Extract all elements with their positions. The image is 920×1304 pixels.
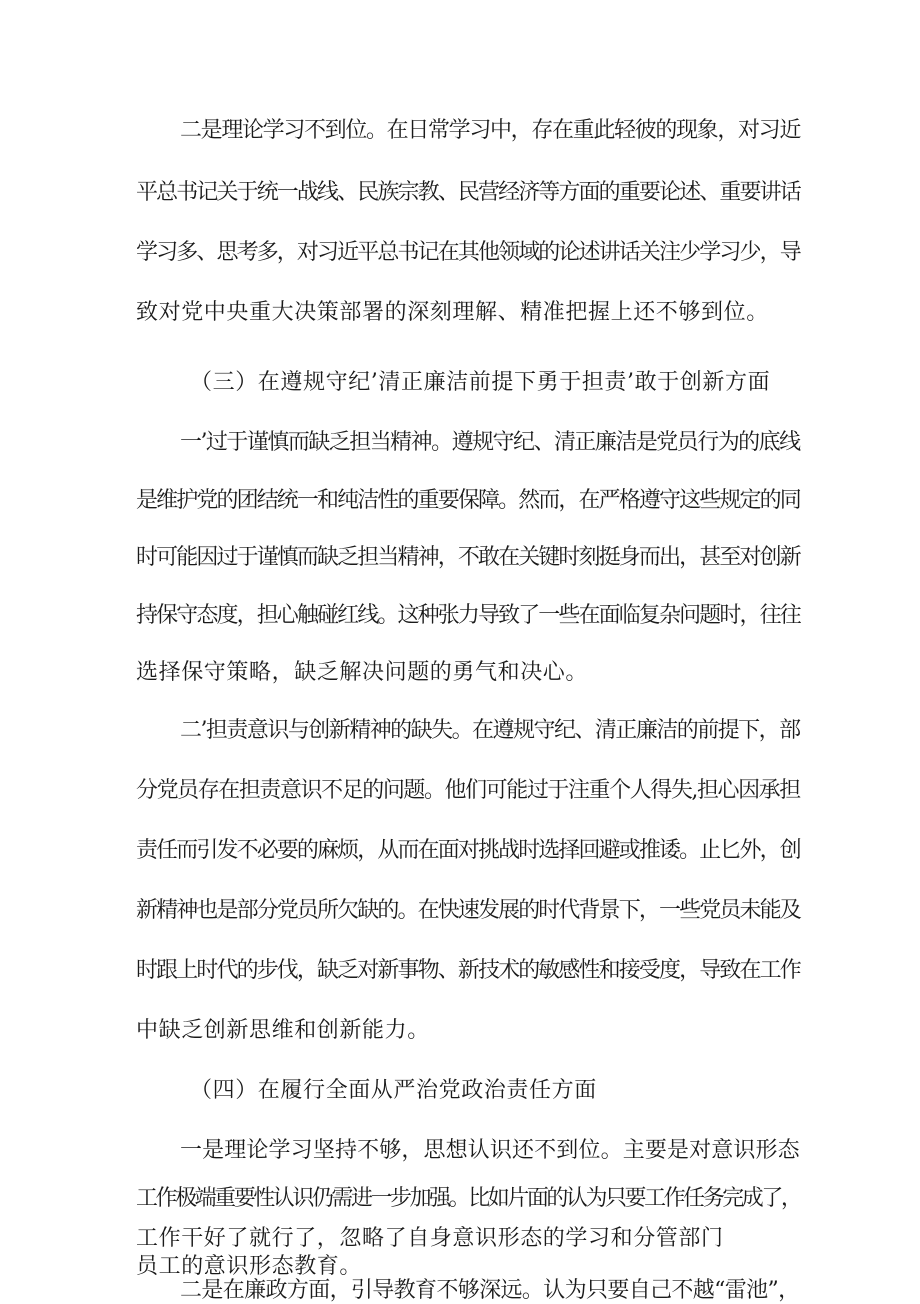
text-line: 员工的意识形态教育。 (136, 1254, 363, 1279)
text-line: 新精神也是部分党员所欠缺的。在快速发展的时代背景下，一些党员未能及 (136, 898, 800, 923)
text-line: 分党员存在担责意识不足的问题。他们可能过于注重个人得失,担心因承担 (136, 778, 800, 803)
text-line: 平总书记关于统一战线、民族宗教、民营经济等方面的重要论述、重要讲话 (136, 180, 800, 205)
text-line: 工作极端重要性认识仍需进一步加强。比如片面的认为只要工作任务完成了， (136, 1186, 801, 1211)
text-line: 选择保守策略，缺乏解决问题的勇气和决心。 (136, 660, 589, 685)
text-line: 二’担责意识与创新精神的缺失。在遵规守纪、清正廉洁的前提下，部 (180, 718, 800, 743)
text-line: 二是理论学习不到位。在日常学习中，存在重此轻彼的现象，对习近 (180, 118, 801, 143)
section-heading: （四）在履行全面从严治党政治责任方面 (190, 1078, 597, 1103)
text-line: 是维护党的团结统一和纯洁性的重要保障。然而，在严格遵守这些规定的同 (136, 488, 800, 513)
text-line: 责任而引发不必要的麻烦，从而在面对挑战时选择回避或推诿。止匕外，创 (136, 838, 800, 863)
text-line: 时跟上时代的步伐，缺乏对新事物、新技术的敏感性和接受度，导致在工作 (136, 958, 800, 983)
section-heading: （三）在遵规守纪’清正廉洁前提下勇于担责’敢于创新方面 (190, 370, 771, 395)
text-line: 一是理论学习坚持不够，思想认识还不到位。主要是对意识形态 (180, 1138, 800, 1163)
text-line: 一’过于谨慎而缺乏担当精神。遵规守纪、清正廉洁是党员行为的底线 (180, 430, 800, 455)
text-line: 中缺乏创新思维和创新能力。 (136, 1018, 430, 1043)
text-line: 持保守态度，担心触碰红线。这种张力导致了一些在面临复杂问题时，往往 (136, 603, 800, 628)
text-line: 学习多、思考多，对习近平总书记在其他领域的论述讲话关注少学习少，导 (136, 240, 800, 265)
text-line: 工作干好了就行了，忽略了自身意识形态的学习和分管部门 (136, 1226, 724, 1251)
text-line: 致对党中央重大决策部署的深刻理解、精准把握上还不够到位。 (136, 300, 769, 325)
text-line: 二是在廉政方面，引导教育不够深远。认为只要自己不越“雷池”， (180, 1278, 800, 1303)
text-line: 时可能因过于谨慎而缺乏担当精神，不敢在关键时刻挺身而出，甚至对创新 (136, 545, 800, 570)
